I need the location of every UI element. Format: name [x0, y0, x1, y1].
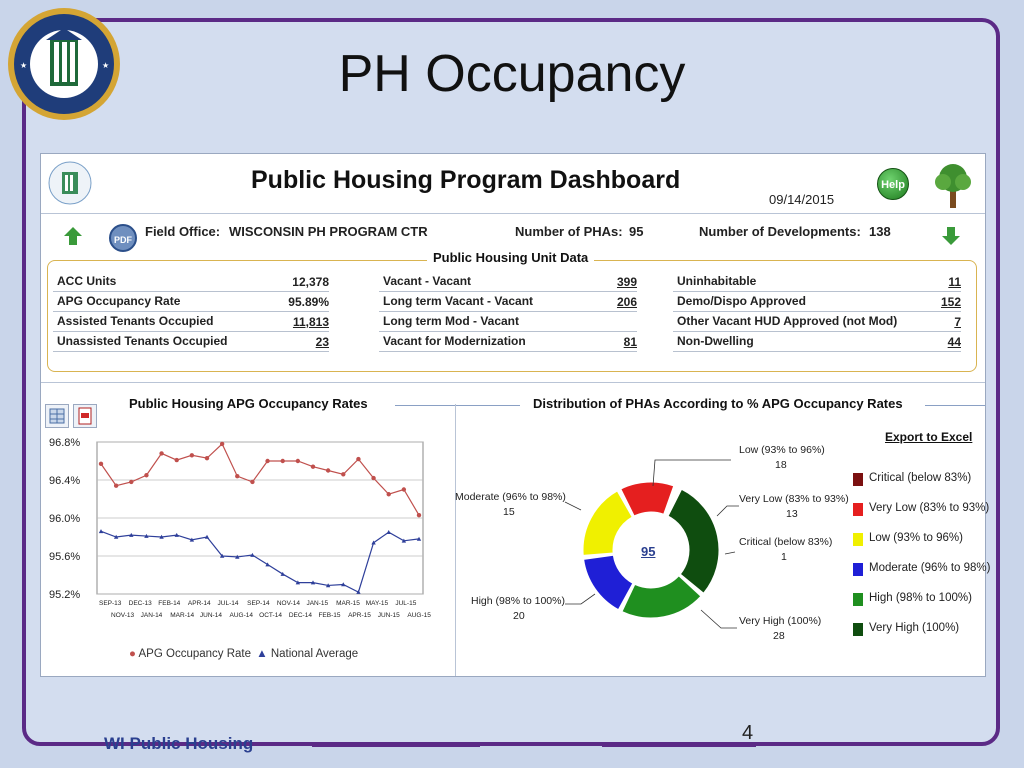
unit-row[interactable]: Vacant - Vacant 399: [379, 272, 637, 292]
apg-rate-point: [387, 492, 391, 496]
apg-rate-point: [175, 458, 179, 462]
footer-rule: [602, 743, 756, 747]
apg-rate-point: [417, 513, 421, 517]
apg-rate-point: [129, 480, 133, 484]
line-legend: [129, 648, 358, 660]
legend-label: Very High (100%): [869, 622, 960, 634]
donut-label-very-high: Very High (100%): [739, 615, 822, 627]
apg-rate-point: [220, 442, 224, 446]
y-tick-label: 96.8%: [49, 437, 81, 449]
apg-rate-point: [265, 459, 269, 463]
tree-icon: [931, 160, 975, 210]
unit-row[interactable]: Vacant for Modernization 81: [379, 332, 637, 352]
donut-label-high: High (98% to 100%): [471, 595, 565, 607]
arrow-down-icon[interactable]: [941, 226, 961, 246]
dashboard-panel: [40, 153, 991, 677]
x-tick-label: JAN-15: [306, 600, 329, 607]
legend-swatch: [853, 533, 863, 546]
x-tick-label: SEP-13: [99, 600, 122, 607]
x-tick-label: NOV-14: [276, 600, 300, 607]
donut-count-low: 18: [775, 459, 787, 471]
apg-rate-point: [311, 465, 315, 469]
legend-marker-circle: ●: [129, 648, 136, 660]
footer-label: WI Public Housing: [104, 734, 254, 753]
num-developments-label: Number of Developments:: [699, 224, 861, 239]
x-tick-label: JUN-14: [199, 612, 222, 619]
x-tick-label: FEB-15: [318, 612, 341, 619]
apg-rate-point: [159, 451, 163, 455]
help-button[interactable]: Help: [877, 168, 909, 200]
apg-rate-point: [190, 453, 194, 457]
legend-label: Critical (below 83%): [869, 472, 972, 484]
donut-count-moderate: 15: [503, 506, 515, 518]
panel-rule: [456, 405, 520, 406]
num-developments-value: 138: [869, 224, 891, 239]
line-panel-title: Public Housing APG Occupancy Rates: [125, 396, 372, 411]
unit-row[interactable]: Other Vacant HUD Approved (not Mod) 7: [673, 312, 961, 332]
x-tick-label: SEP-14: [247, 600, 270, 607]
num-phas-label: Number of PHAs:: [515, 224, 623, 239]
pdf-export-icon[interactable]: [73, 404, 97, 428]
legend-apg: APG Occupancy Rate: [138, 648, 252, 660]
legend-label: Moderate (96% to 98%): [869, 562, 991, 574]
donut-center-total[interactable]: 95: [641, 544, 656, 559]
section-divider: [41, 382, 985, 383]
donut-count-high: 20: [513, 610, 525, 622]
x-tick-label: JUL-14: [217, 600, 239, 607]
unit-row[interactable]: Uninhabitable 11: [673, 272, 961, 292]
dashboard-title: Public Housing Program Dashboard: [251, 166, 681, 194]
x-tick-label: NOV-13: [111, 612, 135, 619]
dashboard-header: [41, 154, 985, 214]
pdf-button[interactable]: PDF: [109, 224, 137, 252]
dashboard-date: 09/14/2015: [769, 192, 835, 207]
apg-rate-point: [114, 484, 118, 488]
apg-rate-point: [281, 459, 285, 463]
slide-title: PH Occupancy: [338, 45, 686, 103]
apg-rate-point: [235, 474, 239, 478]
export-excel-link[interactable]: Export to Excel: [885, 430, 973, 444]
footer-rule: [312, 743, 480, 747]
apg-rate-point: [326, 468, 330, 472]
panel-rule: [925, 405, 985, 406]
panel-rule: [395, 405, 455, 406]
donut-count-critical: 1: [781, 551, 787, 563]
legend-swatch: [853, 623, 863, 636]
donut-label-very-low: Very Low (83% to 93%): [739, 493, 849, 505]
arrow-up-icon[interactable]: [63, 226, 83, 246]
unit-row: Long term Mod - Vacant: [379, 312, 637, 332]
donut-panel-title: Distribution of PHAs According to % APG Occupancy Rates: [529, 396, 907, 411]
donut-label-critical: Critical (below 83%): [739, 536, 833, 548]
y-tick-label: 95.6%: [49, 551, 81, 563]
apg-rate-point: [250, 480, 254, 484]
field-office-value: WISCONSIN PH PROGRAM CTR: [229, 224, 428, 239]
hud-logo-icon: [47, 160, 93, 206]
donut-count-very-low: 13: [786, 508, 798, 520]
x-tick-label: JUL-15: [395, 600, 417, 607]
apg-rate-point: [296, 459, 300, 463]
x-tick-label: AUG-15: [407, 612, 431, 619]
unit-row[interactable]: Long term Vacant - Vacant 206: [379, 292, 637, 312]
apg-rate-point: [144, 473, 148, 477]
legend-marker-triangle: ▲: [256, 648, 268, 660]
svg-text:★: ★: [20, 61, 28, 70]
donut-label-moderate: Moderate (96% to 98%): [455, 491, 566, 503]
donut-count-very-high: 28: [773, 630, 785, 642]
x-tick-label: JAN-14: [140, 612, 163, 619]
field-office-label: Field Office:: [145, 224, 221, 239]
legend-label: Low (93% to 96%): [869, 532, 963, 544]
y-tick-label: 96.0%: [49, 513, 81, 525]
legend-swatch: [853, 473, 863, 486]
unit-row: ACC Units 12,378: [53, 272, 329, 292]
apg-rate-point: [205, 456, 209, 460]
apg-rate-point: [356, 457, 360, 461]
page-number: 4: [742, 722, 754, 744]
x-tick-label: DEC-13: [128, 600, 152, 607]
x-tick-label: FEB-14: [158, 600, 181, 607]
num-phas-value: 95: [629, 224, 644, 239]
x-tick-label: APR-14: [187, 600, 211, 607]
unit-row[interactable]: Non-Dwelling 44: [673, 332, 961, 352]
occupancy-line-chart: [41, 434, 455, 634]
x-tick-label: APR-15: [348, 612, 371, 619]
unit-row[interactable]: Demo/Dispo Approved 152: [673, 292, 961, 312]
y-tick-label: 96.4%: [49, 475, 81, 487]
legend-swatch: [853, 503, 863, 516]
legend-label: Very Low (83% to 93%): [869, 502, 990, 514]
x-tick-label: JUN-15: [377, 612, 400, 619]
y-tick-label: 95.2%: [49, 589, 81, 601]
legend-label: High (98% to 100%): [869, 592, 972, 604]
x-tick-label: MAY-15: [365, 600, 389, 607]
x-tick-label: OCT-14: [259, 612, 282, 619]
unit-row[interactable]: Assisted Tenants Occupied 11,813: [53, 312, 329, 332]
donut-label-low: Low (93% to 96%): [739, 444, 825, 456]
apg-rate-point: [99, 462, 103, 466]
x-tick-label: MAR-14: [170, 612, 195, 619]
apg-rate-point: [402, 487, 406, 491]
x-tick-label: DEC-14: [288, 612, 312, 619]
apg-rate-point: [341, 472, 345, 476]
unit-row: APG Occupancy Rate 95.89%: [53, 292, 329, 312]
legend-swatch: [853, 563, 863, 576]
legend-swatch: [853, 593, 863, 606]
unit-data-title: Public Housing Unit Data: [427, 250, 594, 265]
legend-national: National Average: [270, 648, 359, 660]
svg-text:★: ★: [102, 61, 110, 70]
grid-view-icon[interactable]: [45, 404, 69, 428]
x-tick-label: MAR-15: [336, 600, 360, 607]
x-tick-label: AUG-14: [229, 612, 254, 619]
apg-rate-point: [371, 476, 375, 480]
unit-row[interactable]: Unassisted Tenants Occupied 23: [53, 332, 329, 352]
